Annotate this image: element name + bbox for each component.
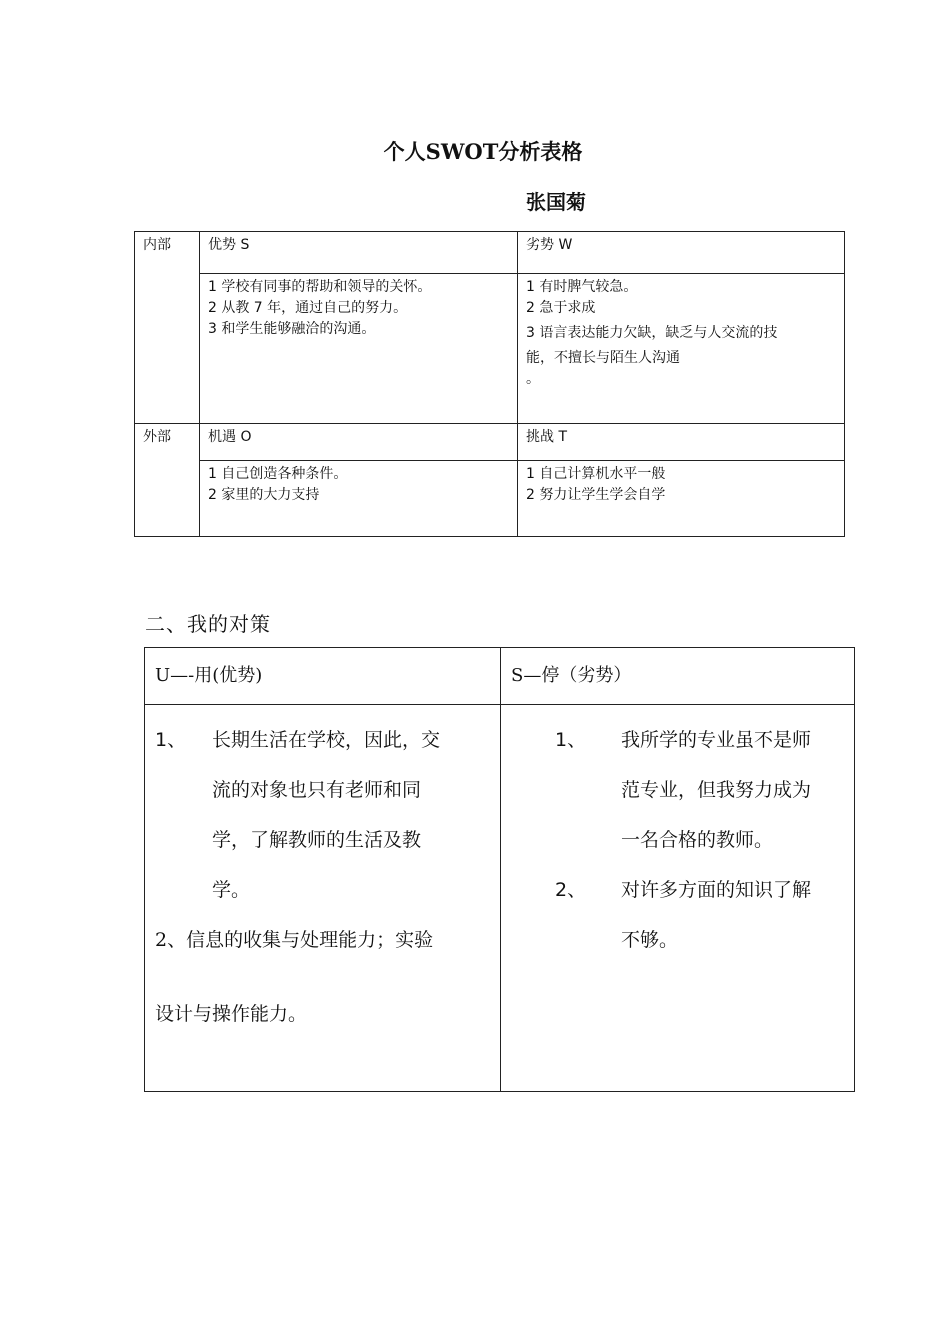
strength-item: 2 从教 7 年，通过自己的努力。 [208,300,408,316]
list-item [155,715,490,915]
threat-header: 挑战 T [518,424,845,461]
item-number: 2、 [555,879,587,901]
list-item: 2、信息的收集与处理能力；实验 [155,929,434,951]
weakness-item: 能，不擅长与陌生人沟通 [526,350,680,366]
list-item [511,715,844,865]
opportunity-item: 1 自己创造各种条件。 [208,466,348,482]
list-item [511,865,844,965]
strengths-cell [200,274,518,424]
item-line: 一名合格的教师。 [621,829,774,851]
item-number: 1、 [155,729,187,751]
use-cell [145,705,501,1092]
external-label: 外部 [135,424,200,537]
item-line: 长期生活在学校，因此，交 [212,729,441,751]
page-title: 个人SWOT分析表格 [383,139,583,164]
item-text [621,715,844,865]
item-line: 对许多方面的知识了解 [621,879,812,901]
item-line: 学。 [212,879,251,901]
strategy-table [144,647,855,1092]
use-header: U—-用(优势) [145,648,501,705]
internal-label: 内部 [135,232,200,424]
weakness-item: 3 语言表达能力欠缺，缺乏与人交流的技 [526,325,778,341]
section-title: 二、我的对策 [145,612,271,636]
threats-cell [518,461,845,537]
item-line: 设计与操作能力。 [155,1003,308,1025]
author-name: 张国菊 [526,190,586,214]
item-line: 范专业，但我努力成为 [621,779,812,801]
opportunity-item: 2 家里的大力支持 [208,487,320,503]
strength-header: 优势 S [200,232,518,274]
stop-header: S—停（劣势） [501,648,855,705]
item-text [621,865,844,965]
strength-item: 3 和学生能够融洽的沟通。 [208,321,376,337]
weakness-item: 1 有时脾气较急。 [526,279,638,295]
weakness-header: 劣势 W [518,232,845,274]
item-line: 我所学的专业虽不是师 [621,729,812,751]
item-text [212,715,490,915]
opportunity-header: 机遇 O [200,424,518,461]
opportunities-cell [200,461,518,537]
item-line: 流的对象也只有老师和同 [212,779,422,801]
threat-item: 2 努力让学生学会自学 [526,487,666,503]
threat-item: 1 自己计算机水平一般 [526,466,666,482]
swot-table [134,231,845,537]
item-line: 学，了解教师的生活及教 [212,829,422,851]
weakness-item: 。 [526,371,540,387]
weakness-item: 2 急于求成 [526,300,596,316]
stop-cell [501,705,855,1092]
item-line: 不够。 [621,929,679,951]
weaknesses-cell [518,274,845,424]
strength-item: 1 学校有同事的帮助和领导的关怀。 [208,279,432,295]
item-number: 1、 [555,729,587,751]
